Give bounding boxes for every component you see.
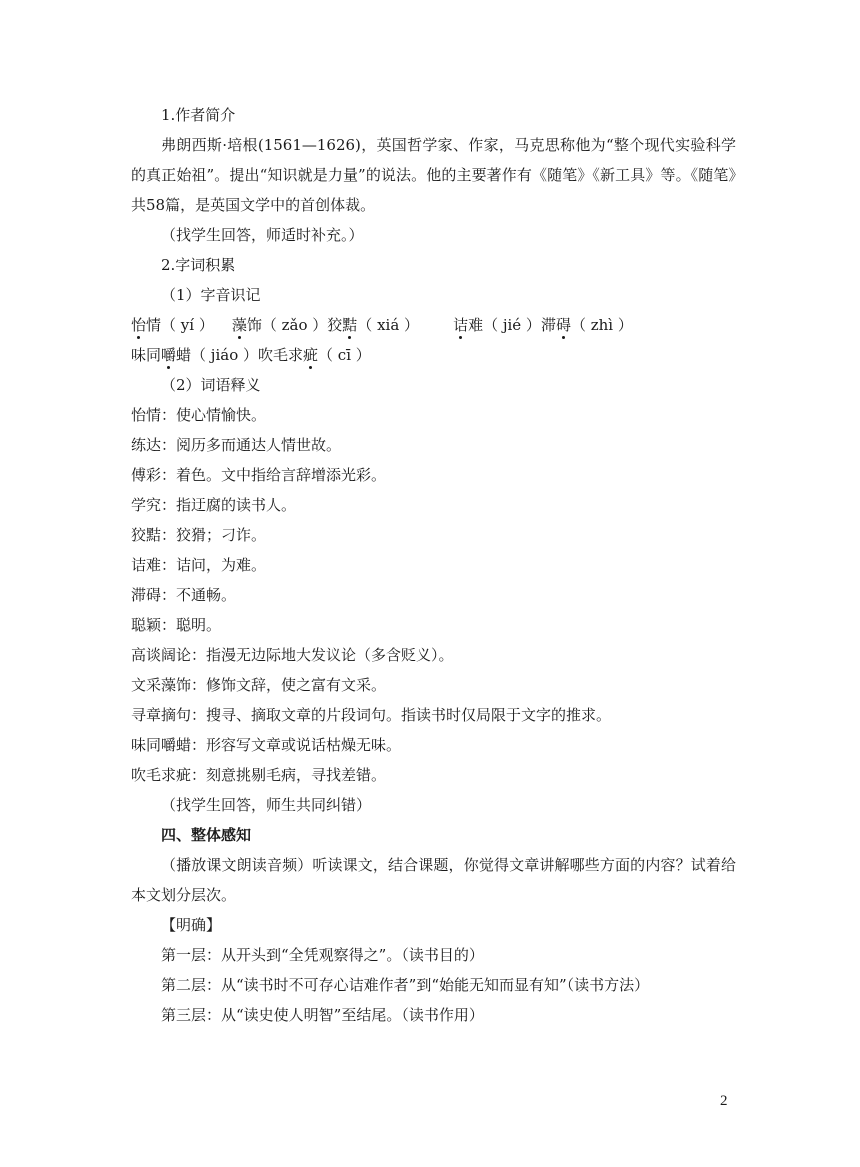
- definition-item: 文采藻饰：修饰文辞，使之富有文采。: [131, 676, 387, 694]
- page-number: 2: [720, 1093, 728, 1109]
- definition-item: 狡黠：狡猾；刁诈。: [131, 526, 267, 544]
- layer-item: 第三层：从“读史使人明智”至结尾。（读书作用）: [161, 1006, 484, 1024]
- author-intro-paragraph: 弗朗西斯·培根(1561—1626)，英国哲学家、作家，马克思称他为“整个现代实验科学的真正始祖”。提出“知识就是力量”的说法。他的主要著作有《随笔》《新工具》等。《随笔》共58篇，是英国文学中的首创体裁。: [131, 136, 736, 214]
- definition-item: 味同嚼蜡：形容写文章或说话枯燥无味。: [131, 736, 402, 754]
- heading-vocabulary: 2.字词积累: [161, 256, 236, 274]
- definition-item: 吹毛求疵：刻意挑剔毛病，寻找差错。: [131, 766, 387, 784]
- pron-item: 滞碍（ zhì ）: [541, 310, 633, 340]
- definition-item: 高谈阔论：指漫无边际地大发议论（多含贬义）。: [131, 646, 454, 664]
- definitions-list: [131, 400, 736, 790]
- pron-item: 吹毛求疵（ cī ）: [258, 340, 371, 370]
- pron-item: 藻饰（ zǎo ）: [232, 310, 327, 340]
- pron-item: 味同嚼蜡（ jiáo ）: [131, 340, 258, 370]
- definition-item: 学究：指迂腐的读书人。: [131, 496, 297, 514]
- subheading-pronunciation: （1）字音识记: [161, 286, 261, 304]
- pronunciation-row-1: [131, 310, 736, 340]
- answer-label: 【明确】: [161, 916, 222, 934]
- definition-item: 练达：阅历多而通达人情世故。: [131, 436, 342, 454]
- heading-overall-perception: 四、整体感知: [161, 826, 252, 844]
- layer-item: 第一层：从开头到“全凭观察得之”。（读书目的）: [161, 946, 484, 964]
- note-2: （找学生回答，师生共同纠错）: [161, 796, 372, 814]
- definition-item: 聪颖：聪明。: [131, 616, 222, 634]
- task-paragraph: （播放课文朗读音频）听读课文，结合课题，你觉得文章讲解哪些方面的内容？试着给本文划分层次。: [131, 856, 736, 904]
- definition-item: 寻章摘句：搜寻、摘取文章的片段词句。指读书时仅局限于文字的推求。: [131, 706, 612, 724]
- pron-item: 怡情（ yí ）: [131, 310, 214, 340]
- pron-item: 诘难（ jié ）: [453, 310, 541, 340]
- pronunciation-row-2: [131, 340, 736, 370]
- definition-item: 滞碍：不通畅。: [131, 586, 237, 604]
- pron-item: 狡黠（ xiá ）: [327, 310, 419, 340]
- definition-item: 诘难：诘问，为难。: [131, 556, 267, 574]
- definition-item: 怡情：使心情愉快。: [131, 406, 267, 424]
- layer-item: 第二层：从“读书时不可存心诘难作者”到“始能无知而显有知”（读书方法）: [161, 976, 650, 994]
- document-page: [131, 100, 736, 1030]
- note-1: （找学生回答，师适时补充。）: [161, 226, 364, 244]
- subheading-definitions: （2）词语释义: [161, 376, 261, 394]
- heading-author-intro: 1.作者简介: [161, 106, 236, 124]
- definition-item: 傅彩：着色。文中指给言辞增添光彩。: [131, 466, 387, 484]
